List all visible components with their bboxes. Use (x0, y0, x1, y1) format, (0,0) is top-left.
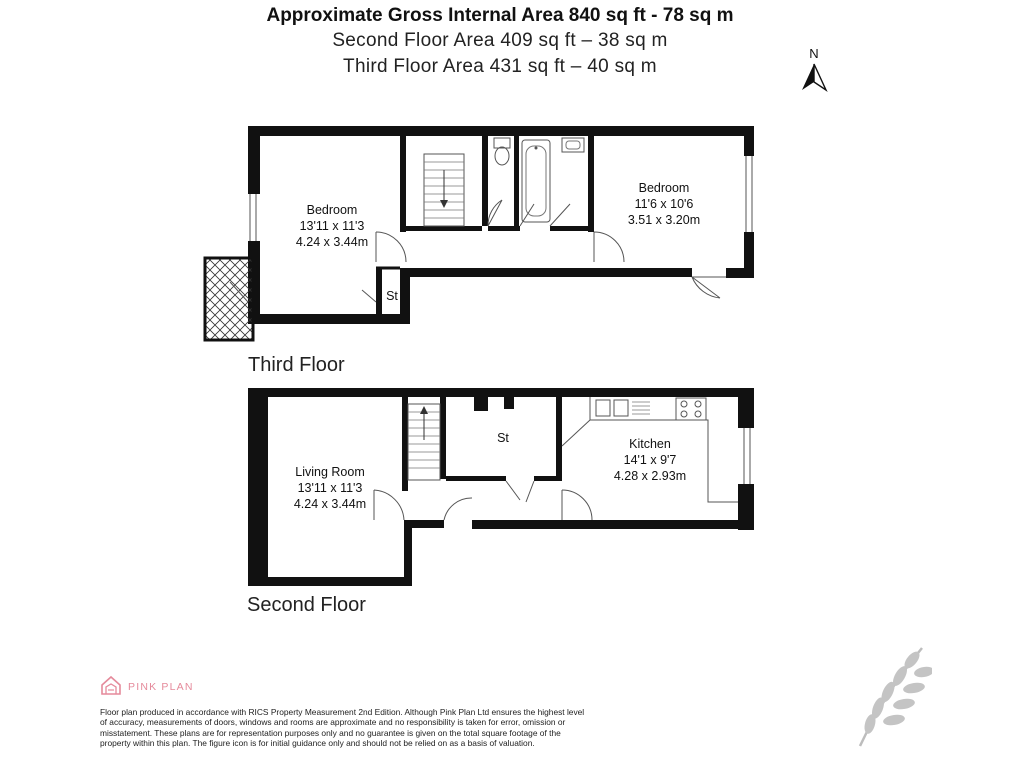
area-title: Approximate Gross Internal Area 840 sq ft - 78 sq m (266, 5, 734, 26)
room-name: St (497, 431, 509, 445)
room-imperial: 14'1 x 9'7 (623, 453, 677, 467)
room-bedroom-right (604, 180, 724, 228)
room-name: St (386, 289, 398, 303)
room-name: Bedroom (306, 203, 358, 217)
third-floor-label: Third Floor (248, 354, 345, 376)
disclaimer-text: Floor plan produced in accordance with RICS Property Measurement 2nd Edition. Although Pink Plan Ltd ensures the highest level of accuracy, measurements of doors, windows and rooms are approximate and no responsibility is taken for error, omission or misstatement. These plans are for representation purposes only and no guarantee is given on the total square footage of the property within this plan. The figure icon is for initial guidance only and should not be relied on as a basis of valuation. (100, 707, 585, 748)
room-metric: 4.28 x 2.93m (613, 469, 687, 483)
room-metric: 3.51 x 3.20m (627, 213, 701, 227)
room-imperial: 13'11 x 11'3 (299, 219, 365, 233)
room-living (270, 464, 390, 512)
room-store-third (380, 288, 404, 304)
north-label: N (809, 46, 819, 61)
pink-plan-logo (100, 676, 194, 698)
second-floor-label: Second Floor (247, 594, 366, 616)
logo-name: PINK PLAN (128, 681, 194, 693)
room-imperial: 11'6 x 10'6 (634, 197, 694, 211)
second-floor-area: Second Floor Area 409 sq ft – 38 sq m (332, 30, 668, 51)
room-bedroom-left (272, 202, 392, 250)
room-name: Bedroom (638, 181, 690, 195)
room-metric: 4.24 x 3.44m (293, 497, 367, 511)
room-name: Kitchen (629, 437, 671, 451)
room-imperial: 13'11 x 11'3 (297, 481, 363, 495)
room-metric: 4.24 x 3.44m (295, 235, 369, 249)
room-name: Living Room (295, 465, 365, 479)
pink-plan-logo-icon (100, 675, 122, 700)
room-kitchen (590, 436, 710, 484)
room-store-second (488, 430, 518, 446)
wheat-icon (848, 642, 932, 750)
third-floor-area: Third Floor Area 431 sq ft – 40 sq m (343, 56, 657, 77)
